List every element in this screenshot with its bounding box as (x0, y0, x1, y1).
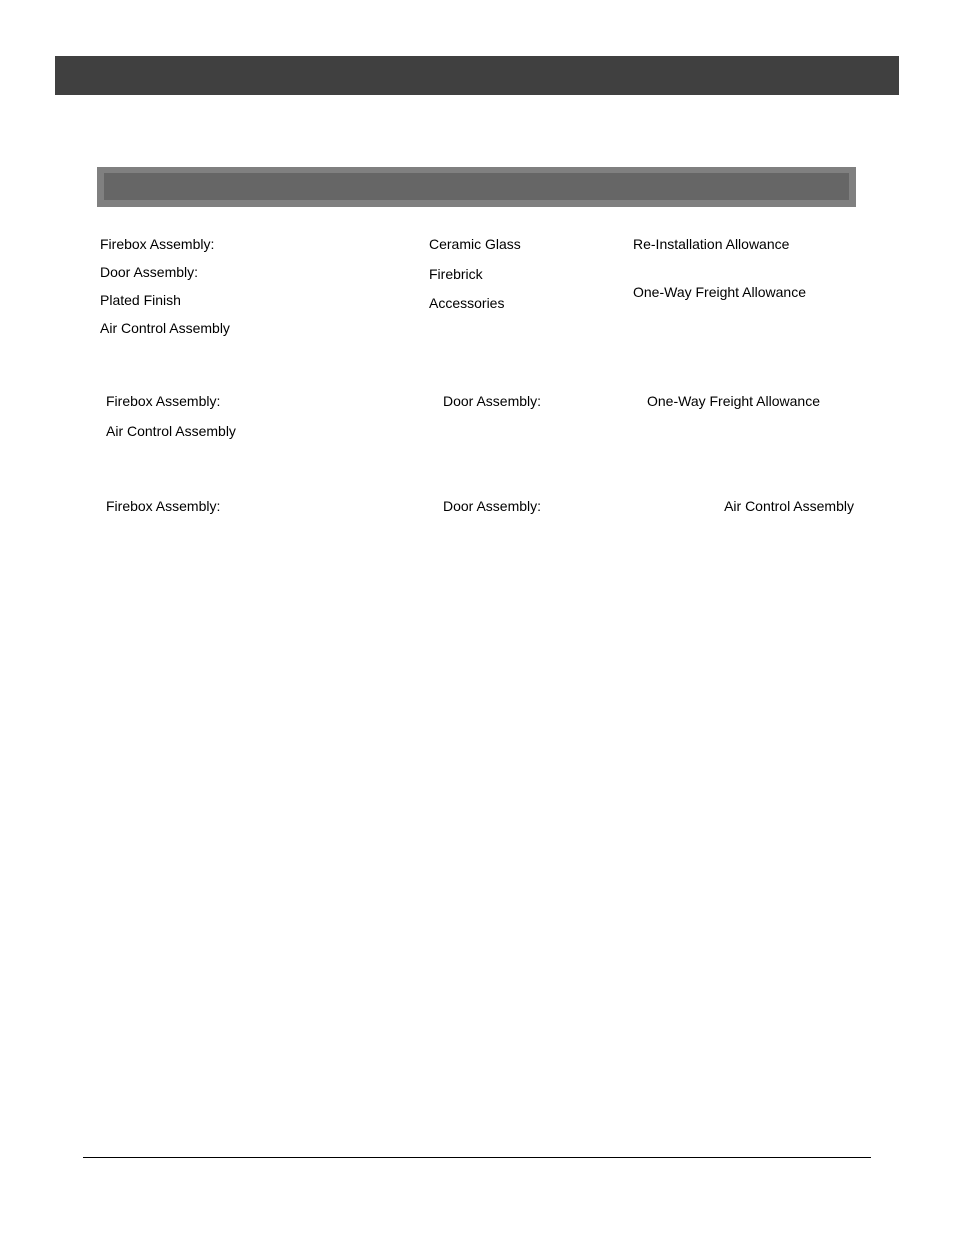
section-header-bar (97, 167, 856, 207)
group1-col3-item-freight: One-Way Freight Allowance (633, 284, 806, 300)
group1-col1-item-door: Door Assembly: (100, 264, 199, 280)
group1-col2-item-firebrick: Firebrick (429, 266, 483, 282)
group3-col1-item-firebox: Firebox Assembly: (106, 498, 221, 514)
footer-rule (83, 1157, 871, 1158)
section-header-inner (104, 173, 849, 200)
group2-col1-item-air-control: Air Control Assembly (106, 423, 236, 439)
group1-col2-item-accessories: Accessories (429, 295, 505, 311)
group2-col3-item-freight: One-Way Freight Allowance (647, 393, 820, 409)
group1-col2-item-ceramic-glass: Ceramic Glass (429, 236, 521, 252)
group1-col1-item-firebox: Firebox Assembly: (100, 236, 215, 252)
group1-col1-item-air-control: Air Control Assembly (100, 320, 230, 336)
group1-col3-item-reinstallation: Re-Installation Allowance (633, 236, 790, 252)
group2-col2-item-door: Door Assembly: (443, 393, 542, 409)
top-title-bar (55, 56, 899, 95)
group3-col2-item-door: Door Assembly: (443, 498, 542, 514)
group3-col3-item-air-control: Air Control Assembly (724, 498, 854, 514)
group2-col1-item-firebox: Firebox Assembly: (106, 393, 221, 409)
group1-col1-item-plated-finish: Plated Finish (100, 292, 181, 308)
